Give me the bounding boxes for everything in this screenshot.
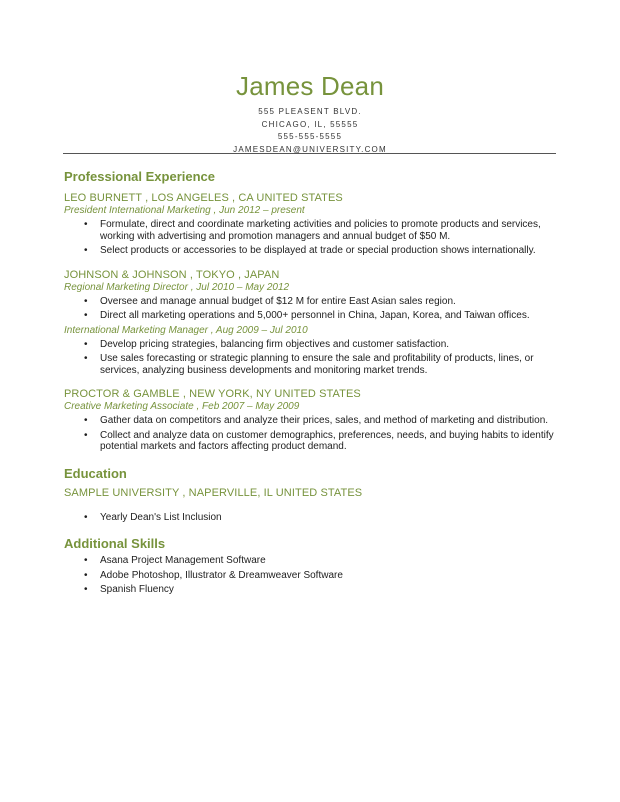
list-item: • Gather data on competitors and analyze their prices, sales, and method of marketing and distribution. — [64, 415, 554, 427]
list-item: • Select products or accessories to be displayed at trade or special production shows internationally. — [64, 245, 554, 257]
header-divider — [63, 153, 556, 154]
list-item: • Yearly Dean's List Inclusion — [64, 512, 554, 524]
address-line: 555 PLEASENT BLVD. — [258, 107, 362, 116]
bullet-list — [64, 339, 554, 377]
candidate-name: James Dean — [236, 71, 384, 101]
list-item: • Adobe Photoshop, Illustrator & Dreamweaver Software — [64, 570, 554, 582]
job-role: President International Marketing , Jun 2012 – present — [64, 205, 305, 216]
list-item: • Asana Project Management Software — [64, 555, 554, 567]
job-role: Creative Marketing Associate , Feb 2007 – May 2009 — [64, 401, 300, 412]
city-line: CHICAGO, IL, 55555 — [261, 119, 359, 129]
education-section-title: Education — [64, 465, 127, 481]
job-entry — [64, 269, 554, 377]
resume-header — [0, 72, 620, 156]
bullet-list — [64, 555, 554, 596]
list-item: • Direct all marketing operations and 5,000+ personnel in China, Japan, Korea, and Taiwan offices. — [64, 310, 554, 322]
list-item: • Oversee and manage annual budget of $12 M for entire East Asian sales region. — [64, 296, 554, 308]
phone-line: 555-555-5555 — [277, 132, 343, 141]
employer-name: LEO BURNETT , LOS ANGELES , CA UNITED STATES — [64, 192, 343, 204]
bullet-list — [64, 415, 554, 453]
school-name: SAMPLE UNIVERSITY , NAPERVILLE, IL UNITED STATES — [64, 486, 363, 499]
employer-name: PROCTOR & GAMBLE , NEW YORK, NY UNITED STATES — [64, 388, 361, 400]
employer-name: JOHNSON & JOHNSON , TOKYO , JAPAN — [64, 268, 280, 281]
list-item: • Spanish Fluency — [64, 584, 554, 596]
list-item: • Collect and analyze data on customer demographics, preferences, needs, and buying habits to identify potential markets and factors affecting product demand. — [64, 430, 554, 453]
experience-section-title: Professional Experience — [64, 169, 216, 184]
bullet-list — [64, 512, 554, 524]
job-entry — [64, 388, 554, 453]
email-line: JAMESDEAN@UNIVERSITY.COM — [233, 144, 387, 154]
job-entry — [64, 192, 554, 257]
list-item: • Develop pricing strategies, balancing firm objectives and customer satisfaction. — [64, 339, 554, 351]
bullet-list — [64, 296, 554, 322]
skills-section-title: Additional Skills — [64, 536, 166, 551]
job-role: Regional Marketing Director , Jul 2010 – May 2012 — [64, 281, 290, 293]
job-role: International Marketing Manager , Aug 2009 – Jul 2010 — [64, 324, 308, 336]
resume-body — [64, 168, 554, 599]
list-item: • Use sales forecasting or strategic planning to ensure the sale and profitability of products, lines, or services, analyzing business developments and monitoring market trends. — [64, 353, 554, 376]
list-item: • Formulate, direct and coordinate marketing activities and policies to promote products and services, working with advertising and promotion managers and annual budget of $50 M. — [64, 219, 554, 242]
bullet-list — [64, 219, 554, 257]
